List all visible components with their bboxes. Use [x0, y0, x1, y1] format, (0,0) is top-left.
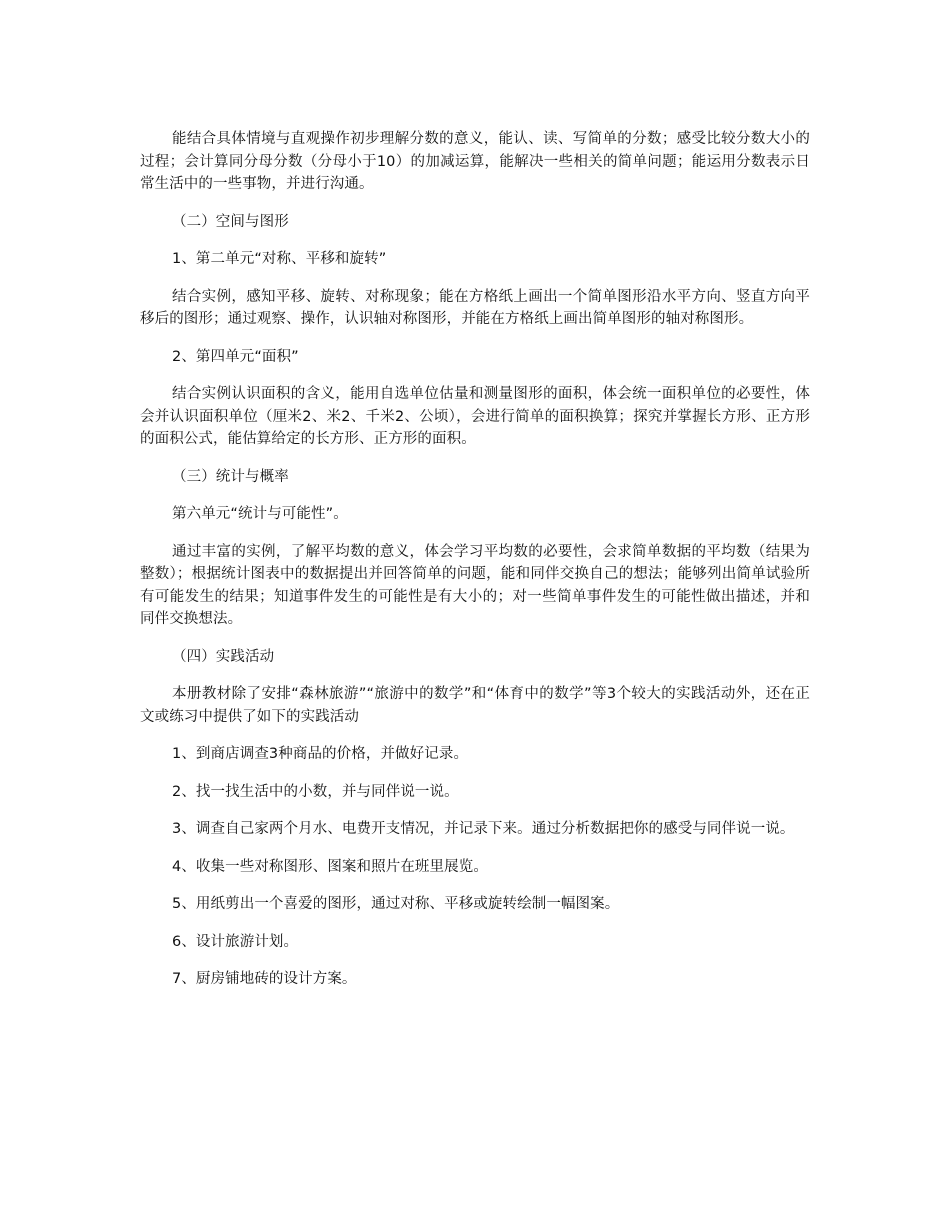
section-heading-statistics: （三）统计与概率: [172, 468, 289, 485]
activity-item: 7、厨房铺地砖的设计方案。: [172, 971, 357, 987]
document-body: [140, 128, 810, 1006]
unit-heading-symmetry: 1、第二单元“对称、平移和旋转”: [172, 251, 387, 267]
activity-item: 4、收集一些对称图形、图案和照片在班里展览。: [172, 858, 488, 875]
unit-heading-area: 2、第四单元“面积”: [172, 348, 299, 365]
activity-item: 1、到商店调查3种商品的价格，并做好记录。: [172, 746, 469, 762]
activity-item: 6、设计旅游计划。: [172, 933, 299, 950]
activity-item: 5、用纸剪出一个喜爱的图形，通过对称、平移或旋转绘制一幅图案。: [172, 896, 620, 912]
section-heading-practice: （四）实践活动: [172, 648, 275, 665]
paragraph-symmetry-goal: 结合实例，感知平移、旋转、对称现象；能在方格纸上画出一个简单图形沿水平方向、竖直方向平移后的图形；通过观察、操作，认识轴对称图形，并能在方格纸上画出简单图形的轴对称图形。: [140, 288, 810, 327]
paragraph-statistics-goal: 通过丰富的实例，了解平均数的意义，体会学习平均数的必要性，会求简单数据的平均数（结果为整数）；根据统计图表中的数据提出并回答简单的问题，能和同伴交换自己的想法；能够列出简单试验所有可能发生的结果；知道事件发生的可能性是有大小的；对一些简单事件发生的可能性做出描述，并和同伴交换想法。: [140, 543, 810, 627]
paragraph-fractions-goal: 能结合具体情境与直观操作初步理解分数的意义，能认、读、写简单的分数；感受比较分数大小的过程；会计算同分母分数（分母小于10）的加减运算，能解决一些相关的简单问题；能运用分数表示日常生活中的一些事物，并进行沟通。: [140, 131, 810, 192]
unit-heading-statistics: 第六单元“统计与可能性”。: [172, 506, 348, 522]
activity-item: 3、调查自己家两个月水、电费开支情况，并记录下来。通过分析数据把你的感受与同伴说一说。: [172, 821, 795, 837]
paragraph-practice-intro: 本册教材除了安排“森林旅游”“旅游中的数学”和“体育中的数学”等3个较大的实践活动外，还在正文或练习中提供了如下的实践活动: [140, 686, 810, 725]
activity-item: 2、找一找生活中的小数，并与同伴说一说。: [172, 783, 459, 800]
paragraph-area-goal: 结合实例认识面积的含义，能用自选单位估量和测量图形的面积，体会统一面积单位的必要性，体会并认识面积单位（厘米2、米2、千米2、公顷），会进行简单的面积换算；探究并掌握长方形、正方形的面积公式，能估算给定的长方形、正方形的面积。: [140, 386, 810, 447]
section-heading-space-and-shape: （二）空间与图形: [172, 213, 289, 230]
